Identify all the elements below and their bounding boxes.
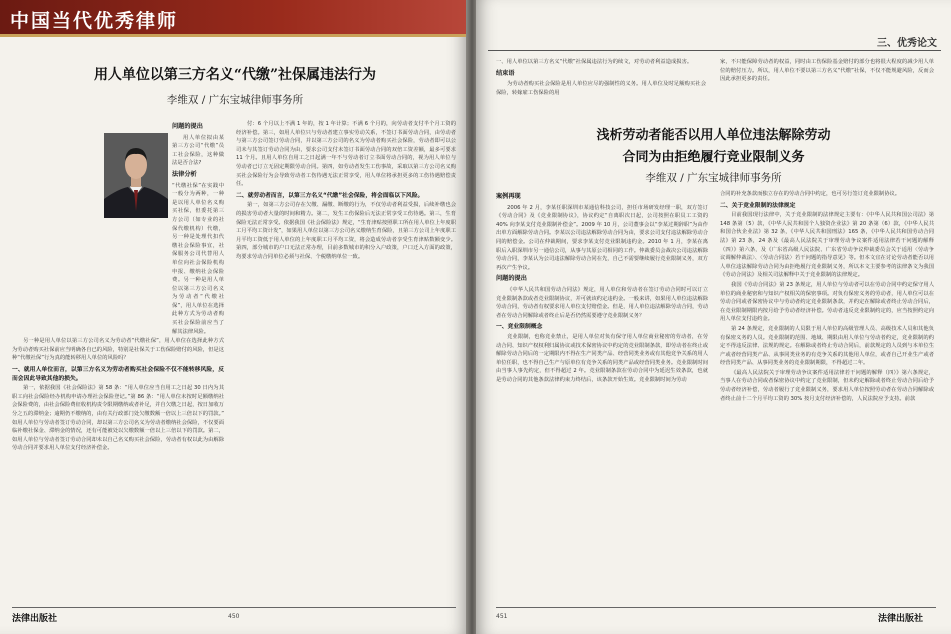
right-top-left-column (496, 58, 706, 120)
left-page-number: 450 (228, 613, 240, 620)
left-section-1: 一、就用人单位而言，以第三方名义为劳动者购买社会保险不仅不能转移风险，反而会因此导致其他的损失。 (12, 367, 224, 382)
case-heading: 案例再现 (496, 193, 521, 200)
left-column-2 (236, 120, 456, 604)
section-rule (488, 50, 941, 51)
left-article-title: 用人单位以第三方名义“代缴”社保属违法行为 (93, 67, 377, 83)
right-top-right-column (720, 58, 934, 120)
conclusion-text: 为劳动者购买社会保险是用人单位应尽的强制性的义务。用人单位及时足额购买社会保险，转嫁雇工伤保险的用 (496, 81, 706, 96)
right-section-1: 一、竞业限制概念 (496, 324, 543, 331)
banner (0, 0, 468, 34)
right-page (476, 0, 951, 634)
left-publisher: 法律出版社 (12, 614, 58, 624)
left-col2-rest: 第一，如第三方公司存在欠缴、漏缴、断缴的行为，不仅劳动者利益受损，后续补缴也会的损害劳动者大量的时间和精力。第二，发生工伤保险后无法正常享受工伤待遇。第三，生育保险无法正常享受。依据我国《社会保险法》规定，“生育津贴按照职工所在用人单位上年度职工月平均工资计发”，如果用人单位以第三方公司名义缴纳生育保险，且第三方公司上年度职工月平均工资低于用人单位的上年度职工月平均工资，将会造成劳动者享受生育津贴数额变少。第四，部分城市的户口无法正常办理，目前多数城市的积分入户政策，户口迁入方面的政策，均要求劳动合同单位必须与社保、个税缴纳单位一致。 (236, 202, 456, 260)
left-col1-rest: 第一，依据我国《社会保险法》第 58 条：“用人单位应当自用工之日起 30 日内为其职工向社会保险经办机构申请办理社会保险登记。”第 86 条：“用人单位未按时足额缴纳社会保险费的，由社会保险费征收机构责令限期缴纳或者补足，并自欠缴之日起，按日加收万分之五的滞纳金；逾期仍不缴纳的，由有关行政部门处欠缴数额一倍以上三倍以下的罚款。” 如用人单位与劳动者签订劳动合同，却以第三方公司名义为劳动者缴纳社会保险，不仅要面临补缴社保金、滞纳金的情况，还有可能被处以欠缴数额一倍以上三倍以下的罚款。第二，如用人单位与劳动者签订劳动合同却未以自己名义购买社会保险，劳动者有权以此为由解除劳动合同并要求用人单位支付经济补偿金。 (12, 385, 224, 452)
right-section-2-text2: 我国《劳动合同法》第 23 条规定，用人单位与劳动者可以在劳动合同中约定保守用人单位的商业秘密和与知识产权相关的保密事项。对负有保密义务的劳动者，用人单位可以在劳动合同或者保密协议中与劳动者约定竞业限制条款，并约定在解除或者终止劳动合同后，在竞业限制期限内按月给予劳动者经济补偿。劳动者违反竞业限制约定的，应当按照约定向用人单位支付违约金。 (720, 281, 934, 323)
right-section-2-text3: 第 24 条规定，竞业限制的人员限于用人单位的高级管理人员、高级技术人员和其他负有保密义务的人员。竞业限制的范围、地域、期限由用人单位与劳动者约定，竞业限制的约定不得违反法律、法规的规定。在解除或者终止劳动合同后，前款规定的人员到与本单位生产或者经营同类产品、从事同类业务的有竞争关系的其他用人单位，或者自己开业生产或者经营同类产品、从事同类业务的竞业限制期限，不得超过二年。 (720, 325, 934, 367)
case-text: 2006 年 2 月，李某任职深圳市某通信科技公司，担任市场研发经理一职，双方签订《劳动合同》及《竞业限制协议》，协议约定“自离职次日起，公司按照在职员工工资的 40% 向李某支付竞业限制补偿金”。2009 年 10 月，公司董事会以“李某过期辞职”为由作出单方面解除劳动合同。李某以公司违法解除劳动合同为由，要求公司支付违法解除劳动合同的赔偿金。公司在仲裁期间，要求李某支付竞业限制违约金。2010 年 1 月，李某在离职后入职深圳市另一通信公司，从事与其原公司相同的工作。仲裁委员会裁决公司违法解除劳动合同，李某认为公司违法解除劳动合同在先，自己不需要继续履行竞业限制义务，双方再次产生争议。 (496, 204, 708, 271)
right-page-number: 451 (496, 613, 508, 620)
right-article-title-line1: 浅析劳动者能否以用人单位违法解除劳动 (596, 128, 831, 143)
right-section-2-text4: 《最高人民法院关于审理劳动争议案件适用法律若干问题的解释（四）》第六条规定，当事人在劳动合同或者保密协议中约定了竞业限制，但未约定解除或者终止劳动合同后给予劳动者经济补偿，劳动者履行了竞业限制义务，要求用人单位按照劳动者在劳动合同解除或者终止前十二个月平均工资的 30% 按月支付经济补偿的，人民法院应予支持。前款 (720, 369, 934, 402)
right-article-title-line2: 合同为由拒绝履行竞业限制义务 (622, 150, 805, 165)
problem-heading: 问题的提出 (496, 275, 527, 283)
question-heading: 问题的提出 (172, 123, 203, 130)
conclusion-heading: 结束语 (496, 69, 515, 77)
left-page (0, 0, 468, 634)
right-author: 李维双 / 广东宝城律师事务所 (645, 172, 782, 184)
right-publisher: 法律出版社 (878, 614, 924, 624)
right-section-1-text: 竞业限制，也称竞业禁止，是用人单位对负有保守用人单位商业秘密的劳动者，在劳动合同、知识产权权利归属协议或技术保密协议中约定的竞业限制条款，即劳动者在终止或解除劳动合同后的一定期限内不得在生产同类产品、经营同类业务或有其他竞争关系的用人单位任职，也不得自己生产与原单位有竞争关系的同类产品或经营同类业务。竞业限制时间由当事人事先约定，但不得超过 2 年。竞业限制条款在劳动合同中为延迟生效条款，也就是劳动合同的其他条款法律约束力终结后，该条款开始生效。竞业限制时间为劳动 (496, 333, 708, 383)
analysis-text: “代缴社保”在实践中一般分为两种，一种是以用人单位名义购买社保，但委托第三方公司（如专业的社保代缴机构）代缴，另一种是处理代扣代缴社会保险事宜，社保服务公司代替用人单位向社会保险机构申报、缴纳社会保险费。另一种是用人单位以第三方公司名义为劳动者“代缴社保”，用人单位在选择此种方式为劳动者购买社会保险前应当了解其法律风险。 (172, 182, 224, 335)
right-col2-top: 合同的补充条款而独立存在的劳动合同中约定，也可另行签订竞业限制协议。 (720, 191, 901, 197)
right-section-2-text: 目前我国现行法律中，关于竞业限制的法律规定主要有：《中华人民共和国公司法》第 148 条第（5）款，《中华人民共和国个人独资企业法》第 20 条第（6）款，《中华人民共和国合伙企业法》第 32 条，《中华人民共和国刑法》165 条，《中华人民共和国劳动合同法》第 23 条，24 条及《最高人民法院关于审理劳动争议案件适用法律若干问题的解释（四）》第六条，及《广东省高级人民法院、广东省劳动争议仲裁委员会关于适用〈劳动争议调解仲裁法〉、〈劳动合同法〉若干问题的指导意见》等。但本文宜在讨论劳动者能否以用人单位违法解除劳动合同为由拒绝履行竞业限制义务，所以本文主要参考的法律条文为我国《劳动合同法》及相关司法解释中关于竞业限制的法律规定。 (720, 212, 934, 279)
left-para-1: 另一种是用人单位以第三方公司名义为劳动者“代缴社保”，用人单位在选择此种方式为劳动者购买社保前应当明确各自已的风险，特别是社保关于工伤保险赔付的风险，但是这种“代缴社保”行为真的能转移用人单位的风险吗？ (12, 338, 224, 362)
analysis-heading: 法律分析 (172, 170, 197, 178)
banner-title: 中国当代优秀律师 (10, 10, 179, 32)
problem-text: 《中华人民共和国劳动合同法》规定，用人单位和劳动者在签订劳动合同时可以订立竞业限制条款或者竞业限制协议，并可就该约定违约金。一般来讲，如果用人单位违法解除劳动合同，劳动者有权要求用人单位支付赔偿金。但是，用人单位违法解除劳动合同，劳动者在劳动合同解除或者终止后是否仍然需要遵守竞业限制义务？ (496, 286, 708, 319)
right-column-1 (496, 190, 708, 604)
right-top-right-text: 家，不只能保障劳动者的权益，同时由工伤保险基金赔付的部分也将很大程度的减少用人单位的赔付压力。所以，用人单位不要以第三方名义“代缴”社保，不仅不能规避风险，反而会因此承担更多的责任。 (720, 59, 934, 83)
right-section-2: 二、关于竞业限制的法律规定 (720, 202, 796, 209)
right-column-2 (720, 190, 934, 604)
left-footer-rule (12, 607, 456, 608)
left-col2-text: 付：6 个月以上不满 1 年的，按 1 年计算；不满 6 个月的，向劳动者支付半个月工资的经济补偿。第三，如用人单位只与劳动者建立事实劳动关系，不签订书面劳动合同，由劳动者与第三方公司签订劳动合同，并以第三方公司的名义为劳动者购买社会保险，劳动者即可以公司未与其签订劳动合同为由，要求公司支付未签订书面劳动合同的双倍工资差额，最多可要求 11 个月。且用人单位自用工之日起满一年不与劳动者订立书面劳动合同的，视为用人单位与劳动者已订立无固定期限劳动合同。第四，如劳动者发生工伤事故，采取以第三方公司名义购买社会保险行为会导致劳动者工伤待遇无法正常享受，用人单位将承担更多的工伤待遇赔偿责任。 (236, 121, 456, 188)
question-text: 用人单位拟由某第三方公司“代缴”员工社会保险，这种做法是否合法? (172, 134, 224, 167)
right-footer-rule (496, 607, 936, 608)
left-column-1 (12, 120, 224, 604)
right-top-left-text: 一、用人单位以第三方名义“代缴”社保属违法行为的续文，对劳动者利益造成损害。 (496, 59, 693, 65)
section-label: 三、优秀论文 (877, 38, 937, 49)
left-section-2: 二、就劳动者而言，以第三方名义“代缴”社会保险，将会面临以下风险。 (236, 192, 424, 199)
banner-strip (0, 34, 468, 37)
left-author: 李维双 / 广东宝城律师事务所 (166, 94, 304, 106)
